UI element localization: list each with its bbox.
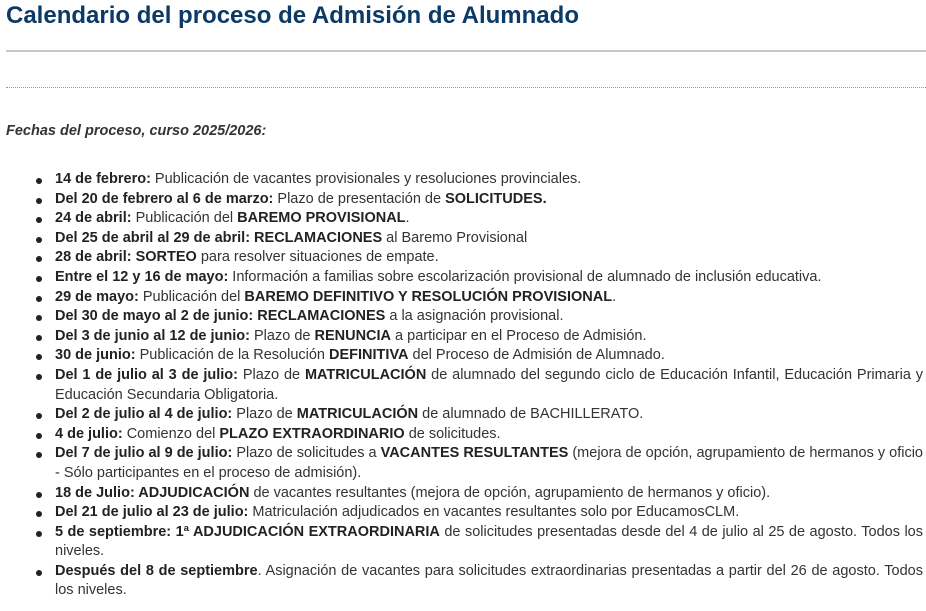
admission-calendar-list [55,170,923,601]
bullet-icon [36,178,42,184]
process-dates-subtitle: Fechas del proceso, curso 2025/2026: [6,123,267,139]
event-date: 29 de mayo: [55,288,139,305]
bullet-icon [36,237,42,243]
bullet-icon [36,335,42,341]
bullet-icon [36,256,42,262]
bullet-icon [36,433,42,439]
event-description: (mejora de opción, agrupamiento de hermanos y oficio - Sólo participantes en el proceso de admisión). [55,445,923,481]
calendar-item [55,346,923,366]
calendar-item [55,484,923,504]
event-date: Del 21 de julio al 23 de julio: [55,504,249,521]
calendar-item [55,523,923,562]
event-date: Del 20 de febrero al 6 de marzo: [55,190,274,207]
event-description: de solicitudes. [404,425,501,442]
calendar-item [55,307,923,327]
bullet-icon [36,492,42,498]
event-keyword: MATRICULACIÓN [296,406,419,423]
calendar-item [55,327,923,347]
bullet-icon [36,276,42,282]
event-keyword: VACANTES RESULTANTES [380,445,569,462]
event-description: Publicación del [138,288,245,305]
calendar-item [55,209,923,229]
calendar-item [55,190,923,210]
event-description: de alumnado de BACHILLERATO. [418,406,644,423]
event-description: Publicación de vacantes provisionales y resoluciones provinciales. [150,171,582,187]
event-date: 28 de abril: SORTEO [55,249,197,266]
event-description: Matriculación adjudicados en vacantes resultantes solo por EducamosCLM. [248,504,740,521]
bullet-icon [36,198,42,204]
event-description: Información a familias sobre escolarización provisional de alumnado de inclusión educativa. [228,268,822,285]
event-description: de vacantes resultantes (mejora de opción, agrupamiento de hermanos y oficio). [249,484,771,501]
event-description: Plazo de [238,366,305,383]
event-keyword: SOLICITUDES. [445,190,547,207]
event-date: 14 de febrero: [55,171,151,187]
calendar-item [55,170,923,190]
event-description: . [405,210,410,227]
event-description: Plazo de [232,406,297,423]
event-description: para resolver situaciones de empate. [196,249,439,266]
event-date: Del 30 de mayo al 2 de junio: RECLAMACIONES [55,308,386,325]
calendar-item [55,405,923,425]
event-description: Comienzo del [122,425,220,442]
event-date: 4 de julio: [55,425,123,442]
calendar-item [55,503,923,523]
event-date: 30 de junio: [55,347,136,364]
calendar-item [55,425,923,445]
event-description: Plazo de [249,327,315,344]
bullet-icon [36,315,42,321]
event-keyword: BAREMO DEFINITIVO Y RESOLUCIÓN PROVISIONAL [244,288,613,305]
event-date: 24 de abril: [55,210,132,227]
calendar-item [55,229,923,249]
bullet-icon [36,511,42,517]
bullet-icon [36,452,42,458]
event-description: del Proceso de Admisión de Alumnado. [408,347,665,364]
calendar-item [55,444,923,483]
dotted-divider [6,87,926,88]
event-date: 18 de Julio: ADJUDICACIÓN [55,484,250,501]
event-description: a participar en el Proceso de Admisión. [391,327,647,344]
page-title: Calendario del proceso de Admisión de Alumnado [6,2,579,29]
bullet-icon [36,531,42,537]
calendar-item [55,366,923,405]
event-date: Del 2 de julio al 4 de julio: [55,406,233,423]
title-divider [6,50,926,52]
event-keyword: MATRICULACIÓN [304,366,427,383]
event-keyword: RENUNCIA [314,327,392,344]
event-description: de alumnado del segundo ciclo de Educación Infantil, Educación Primaria y Educación Secundaria Obligatoria. [55,366,923,403]
event-date: Del 7 de julio al 9 de julio: [55,445,233,462]
calendar-item [55,268,923,288]
event-description: Plazo de presentación de [273,190,446,207]
event-keyword: DEFINITIVA [329,347,409,364]
bullet-icon [36,217,42,223]
event-description: Publicación de la Resolución [135,347,330,364]
event-date: Entre el 12 y 16 de mayo: [55,268,229,285]
calendar-item [55,288,923,308]
event-description: . [612,288,617,305]
event-description: de solicitudes presentadas desde del 4 de julio al 25 de agosto. Todos los niveles. [55,523,923,560]
event-date: 5 de septiembre: 1ª ADJUDICACIÓN EXTRAORDINARIA [55,523,440,540]
bullet-icon [36,354,42,360]
event-description: . Asignación de vacantes para solicitudes extraordinarias presentadas a partir del 26 de agosto. Todos los niveles. [55,562,923,599]
bullet-icon [36,413,42,419]
event-description: a la asignación provisional. [385,308,564,325]
calendar-item [55,562,923,601]
calendar-item [55,248,923,268]
event-keyword: BAREMO PROVISIONAL [237,210,406,227]
event-date: Del 25 de abril al 29 de abril: RECLAMACIONES [55,229,383,246]
event-date: Después del 8 de septiembre [55,562,258,579]
bullet-icon [36,374,42,380]
bullet-icon [36,570,42,576]
event-keyword: PLAZO EXTRAORDINARIO [219,425,405,442]
bullet-icon [36,296,42,302]
event-description: Publicación del [131,210,238,227]
event-date: Del 1 de julio al 3 de julio: [55,366,238,383]
event-description: Plazo de solicitudes a [232,445,381,462]
event-date: Del 3 de junio al 12 de junio: [55,327,250,344]
event-description: al Baremo Provisional [382,229,528,246]
